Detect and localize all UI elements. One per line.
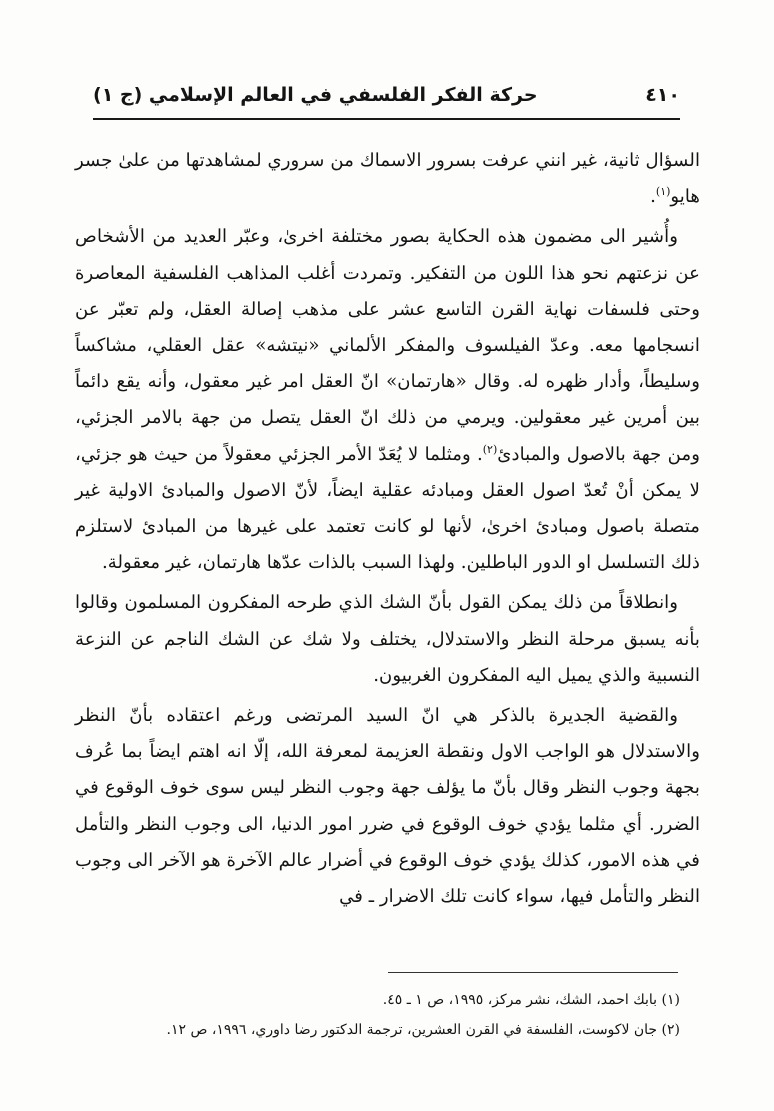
footnote-ref: (٢) bbox=[482, 442, 498, 456]
running-title: حركة الفكر الفلسفي في العالم الإسلامي (ج ١) bbox=[93, 84, 538, 106]
footnote-ref: (١) bbox=[655, 185, 671, 199]
body-text bbox=[75, 143, 700, 915]
header-rule bbox=[93, 118, 680, 120]
footnote-rule bbox=[388, 972, 678, 973]
running-header bbox=[93, 84, 680, 106]
footnote: (١) بابك احمد، الشك، نشر مركز، ١٩٩٥، ص ١ ـ ٤٥. bbox=[382, 992, 680, 1008]
paragraph: السؤال ثانية، غير انني عرفت بسرور الاسماك من سروري لمشاهدتها من علىٰ جسر هايو$^{(١)}$. bbox=[75, 150, 700, 208]
footnote: (٢) جان لاكوست، الفلسفة في القرن العشرين، ترجمة الدكتور رضا داوري، ١٩٩٦، ص ١٢. bbox=[166, 1022, 680, 1038]
paragraph: والقضية الجديرة بالذكر هي انّ السيد المرتضى ورغم اعتقاده بأنّ النظر والاستدلال هو الواجب الاول ونقطة العزيمة لمعرفة الله، إلّا انه اهتم ايضاً بما عُرف بجهة وجوب النظر وقال بأنّ ما يؤلف جهة وجوب النظر ليس سوى خوف الوقوع في الضرر. أي مثلما يؤدي خوف الوقوع في ضرر امور الدنيا، الى وجوب النظر والتأمل في هذه الامور، كذلك يؤدي خوف الوقوع في أضرار عالم الآخرة هو الآخر الى وجوب النظر والتأمل فيها، سواء كانت تلك الاضرار ـ في bbox=[75, 705, 700, 908]
page-number: ٤١٠ bbox=[645, 84, 680, 106]
paragraph: وأُشير الى مضمون هذه الحكاية بصور مختلفة اخرىٰ، وعبّر العديد من الأشخاص عن نزعتهم نحو هذا اللون من التفكير. وتمردت أغلب المذاهب الفلسفية المعاصرة وحتى فلسفات نهاية القرن التاسع عشر على مذهب إصالة العقل، ولم تعبّر عن انسجامها معه. وعدّ الفيلسوف والمفكر الألماني «نيتشه» عقل العقلي، مشاكساً وسليطاً، وأدار ظهره له. وقال «هارتمان» انّ العقل امر غير معقول، وأنه يقع دائماً بين أمرين غير معقولين. ويرمي من ذلك انّ العقل يتصل من جهة بالامر الجزئي، ومن جهة بالاصول والمبادئ$^{(٢)}$. ومثلما لا يُعَدّ الأمر الجزئي معقولاً من حيث هو جزئي، لا يمكن أنْ تُعدّ اصول العقل ومبادئه عقلية ايضاً، لأنّ الاصول والمبادئ الاولية غير متصلة باصول ومبادئ اخرىٰ، لأنها لو كانت تعتمد على غيرها من المبادئ لاستلزم ذلك التسلسل او الدور الباطلين. ولهذا السبب بالذات عدّها هارتمان، غير معقولة. bbox=[75, 226, 700, 574]
footnotes bbox=[166, 985, 680, 1045]
paragraph: وانطلاقاً من ذلك يمكن القول بأنّ الشك الذي طرحه المفكرون المسلمون وقالوا بأنه يسبق مرحلة النظر والاستدلال، يختلف ولا شك عن الشك الناجم عن النزعة النسبية والذي يميل اليه المفكرون الغربيون. bbox=[75, 592, 700, 686]
